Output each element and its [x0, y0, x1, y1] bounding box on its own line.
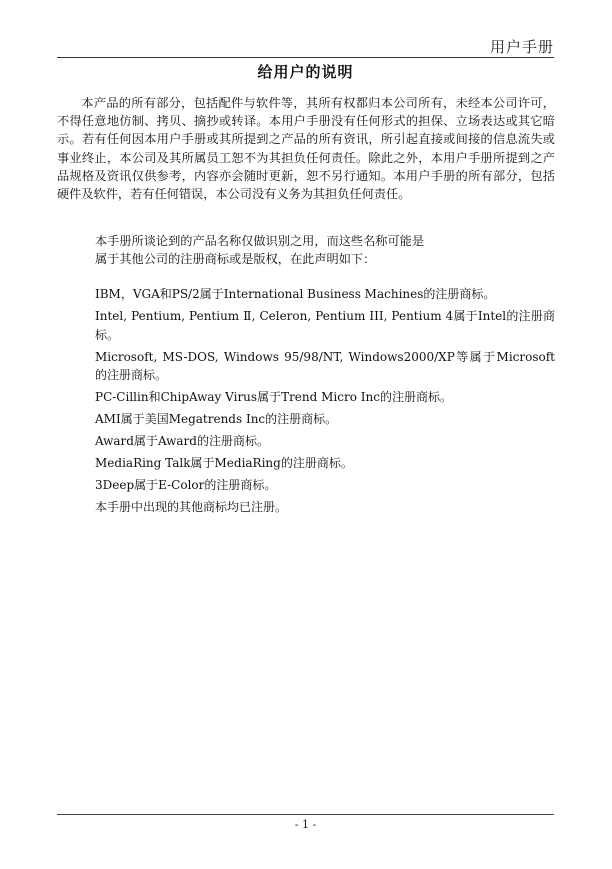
running-header-title: 用户手册 — [489, 38, 554, 56]
trademark-item: Intel, Pentium, Pentium Ⅱ, Celeron, Pentium III, Pentium 4属于Intel的注册商标。 — [95, 309, 555, 342]
header-divider — [57, 57, 554, 58]
trademark-item: Award属于Award的注册商标。 — [95, 434, 269, 448]
trademark-item: IBM，VGA和PS/2属于International Business Machines的注册商标。 — [95, 287, 496, 301]
trademark-item: 本手册中出现的其他商标均已注册。 — [95, 500, 288, 514]
trademark-item: Microsoft, MS-DOS, Windows 95/98/NT, Windows2000/XP等属于Microsoft的注册商标。 — [95, 349, 555, 382]
trademark-item: 3Deep属于E-Color的注册商标。 — [95, 478, 277, 492]
trademark-item: AMI属于美国Megatrends Inc的注册商标。 — [95, 412, 338, 426]
trademark-disclaimer — [95, 232, 525, 268]
trademark-list — [95, 285, 555, 520]
disclaimer-line: 属于其他公司的注册商标或是版权，在此声明如下： — [95, 252, 376, 266]
page-title: 给用户的说明 — [257, 63, 354, 81]
footer-divider — [57, 814, 554, 815]
trademark-item: MediaRing Talk属于MediaRing的注册商标。 — [95, 456, 353, 470]
trademark-item: PC-Cillin和ChipAway Virus属于Trend Micro Inc的注册商标。 — [95, 390, 452, 404]
intro-paragraph: 本产品的所有部分，包括配件与软件等，其所有权都归本公司所有，未经本公司许可，不得任意地仿制、拷贝、摘抄或转译。本用户手册没有任何形式的担保、立场表达或其它暗示。若有任何因本用户手册或其所提到之产品的所有资讯，所引起直接或间接的信息流失或事业终止，本公司及其所属员工恕不为其担负任何责任。除此之外，本用户手册所提到之产品规格及资讯仅供参考，内容亦会随时更新，恕不另行通知。本用户手册的所有部分，包括硬件及软件，若有任何错误，本公司没有义务为其担负任何责任。 — [57, 96, 555, 202]
disclaimer-line: 本手册所谈论到的产品名称仅做识别之用，而这些名称可能是 — [95, 234, 425, 248]
page-number: - 1 - — [294, 818, 317, 831]
